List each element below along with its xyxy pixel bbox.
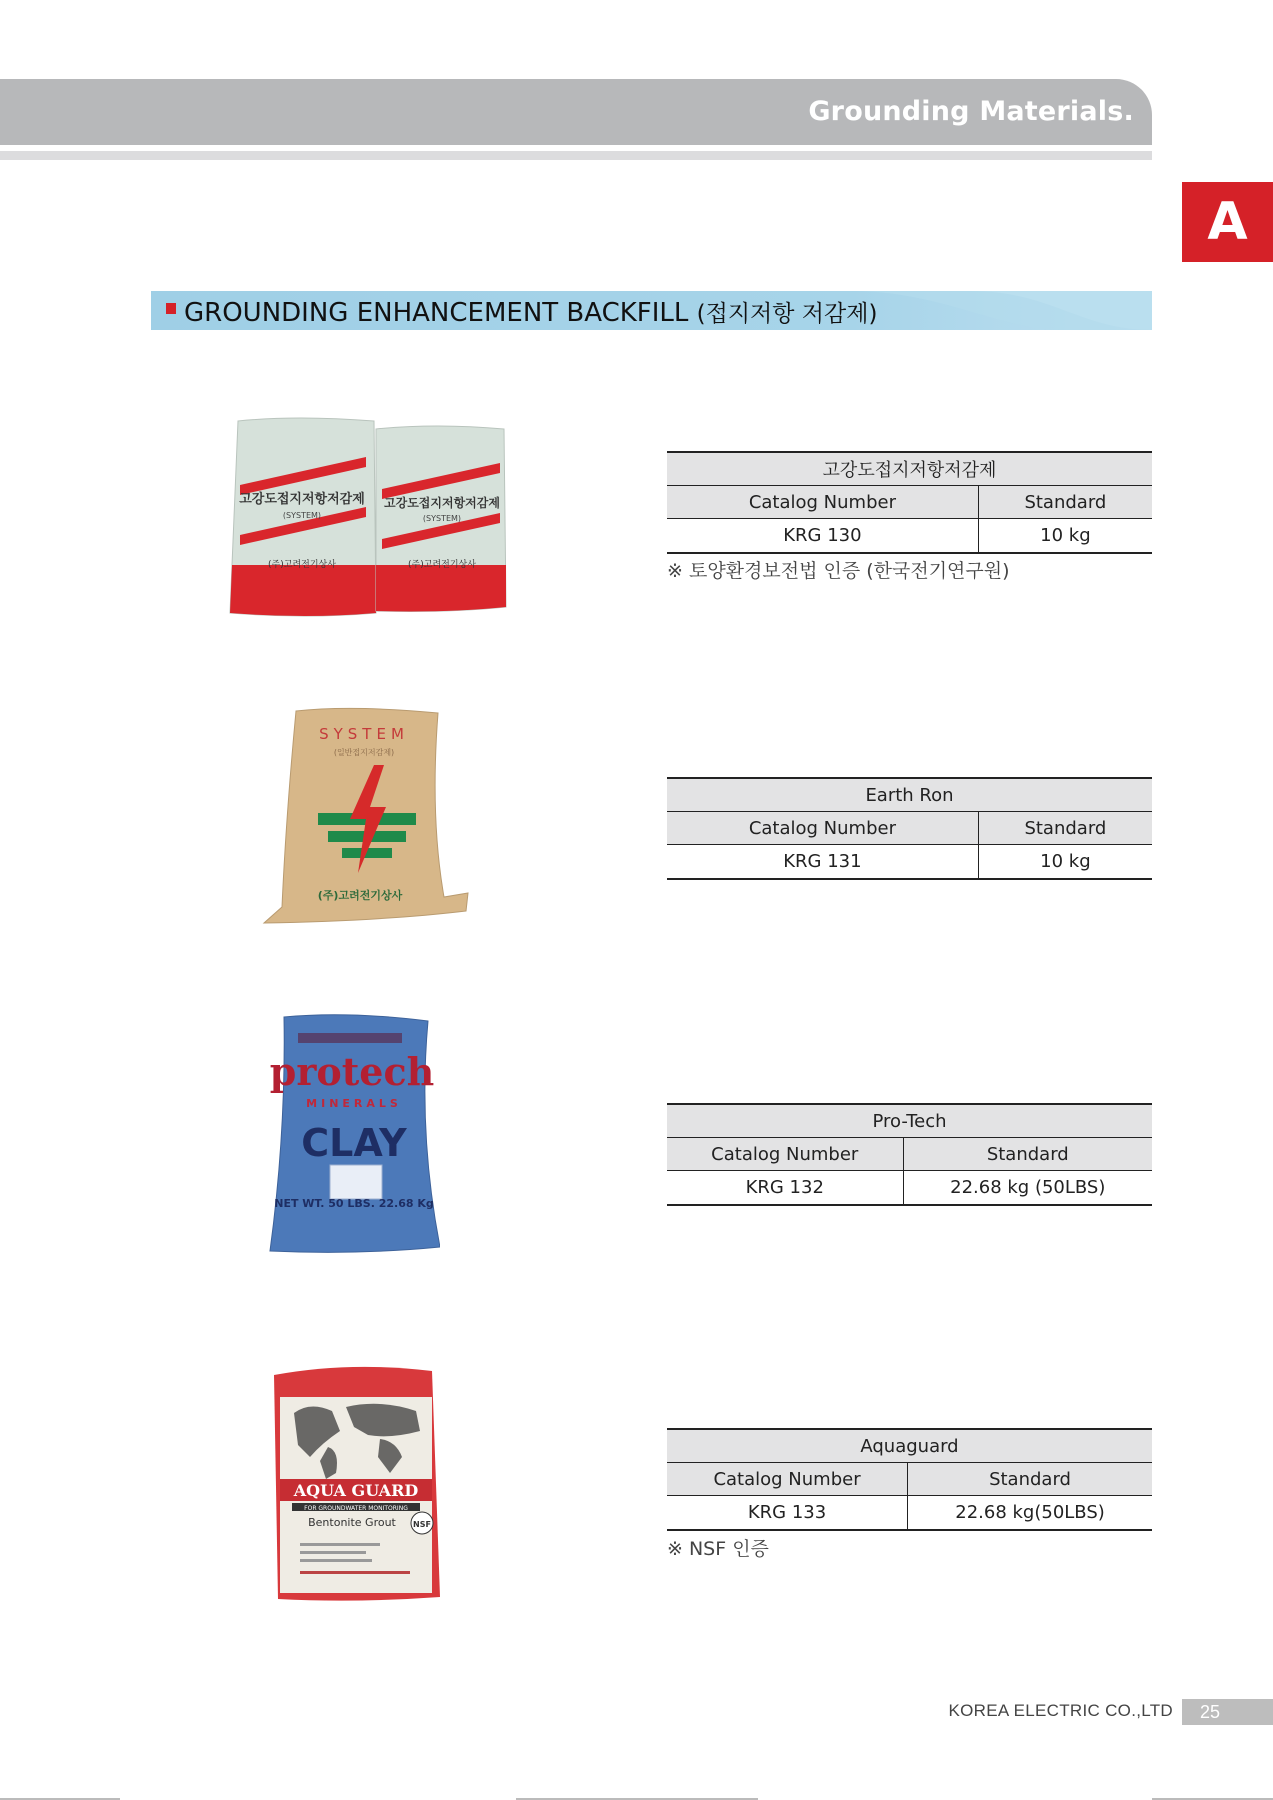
product-photo-3 (268, 1013, 440, 1260)
standard-value: 22.68 kg(50LBS) (908, 1496, 1152, 1531)
bag-maker: (주)고려전기상사 (408, 560, 476, 570)
column-header-standard: Standard (908, 1463, 1152, 1496)
bag-sublabel: (일반접지저감제) (333, 748, 395, 757)
page-number: 25 (1182, 1699, 1273, 1725)
bag-maker: (주)고려전기상사 (317, 889, 403, 902)
spec-table-1 (667, 451, 1152, 554)
section-title-en: GROUNDING ENHANCEMENT BACKFILL (184, 298, 689, 328)
bag-maker: (주)고려전기상사 (268, 560, 336, 570)
footer-company: KOREA ELECTRIC CO.,LTD (948, 1701, 1173, 1720)
bag-label: 고강도접지저항저감제 (384, 496, 500, 510)
standard-value: 10 kg (978, 845, 1152, 880)
product-name: Earth Ron (667, 778, 1152, 812)
spec-table-4 (667, 1428, 1152, 1531)
catalog-number: KRG 130 (667, 519, 978, 554)
product-photo-2 (262, 707, 472, 932)
column-header-catalog: Catalog Number (667, 486, 978, 519)
bag-sublabel: FOR GROUNDWATER MONITORING (304, 1505, 408, 1512)
bag-weight: NET WT. 50 LBS. 22.68 Kg (274, 1197, 434, 1210)
nsf-logo: NSF (413, 1520, 431, 1529)
section-title-ko: (접지저항 저감제) (696, 301, 878, 327)
bag-clay: CLAY (301, 1121, 407, 1165)
column-header-standard: Standard (903, 1138, 1152, 1171)
section-title (184, 295, 877, 328)
product-photo-1 (226, 415, 508, 626)
bag-sublabel: MINERALS (306, 1097, 402, 1110)
product-name: 고강도접지저항저감제 (667, 452, 1152, 486)
product-note-1: ※ 토양환경보전법 인증 (한국전기연구원) (667, 560, 1010, 582)
standard-value: 10 kg (978, 519, 1152, 554)
column-header-standard: Standard (978, 486, 1152, 519)
catalog-number: KRG 132 (667, 1171, 903, 1206)
column-header-catalog: Catalog Number (667, 812, 978, 845)
header-band (0, 79, 1152, 145)
product-name: Pro-Tech (667, 1104, 1152, 1138)
spec-table-3 (667, 1103, 1152, 1206)
header-divider (0, 151, 1152, 160)
product-name: Aquaguard (667, 1429, 1152, 1463)
spec-table-2 (667, 777, 1152, 880)
column-header-catalog: Catalog Number (667, 1463, 908, 1496)
bag-label: 고강도접지저항저감제 (239, 492, 365, 507)
section-title-bar (151, 291, 1152, 330)
column-header-catalog: Catalog Number (667, 1138, 903, 1171)
catalog-number: KRG 131 (667, 845, 978, 880)
product-note-4: ※ NSF 인증 (667, 1538, 769, 1560)
bag-product: Bentonite Grout (308, 1516, 396, 1529)
chapter-tab[interactable]: A (1182, 182, 1273, 262)
bag-sublabel: (SYSTEM) (422, 514, 462, 523)
bag-label: AQUA GUARD (293, 1481, 419, 1500)
section-bullet (166, 303, 176, 314)
column-header-standard: Standard (978, 812, 1152, 845)
catalog-number: KRG 133 (667, 1496, 908, 1531)
bag-label: protech (269, 1049, 435, 1094)
header-title: Grounding Materials. (808, 96, 1134, 127)
bag-label: SYSTEM (319, 725, 409, 743)
bag-sublabel: (SYSTEM) (282, 511, 322, 520)
standard-value: 22.68 kg (50LBS) (903, 1171, 1152, 1206)
product-photo-4 (270, 1361, 440, 1606)
